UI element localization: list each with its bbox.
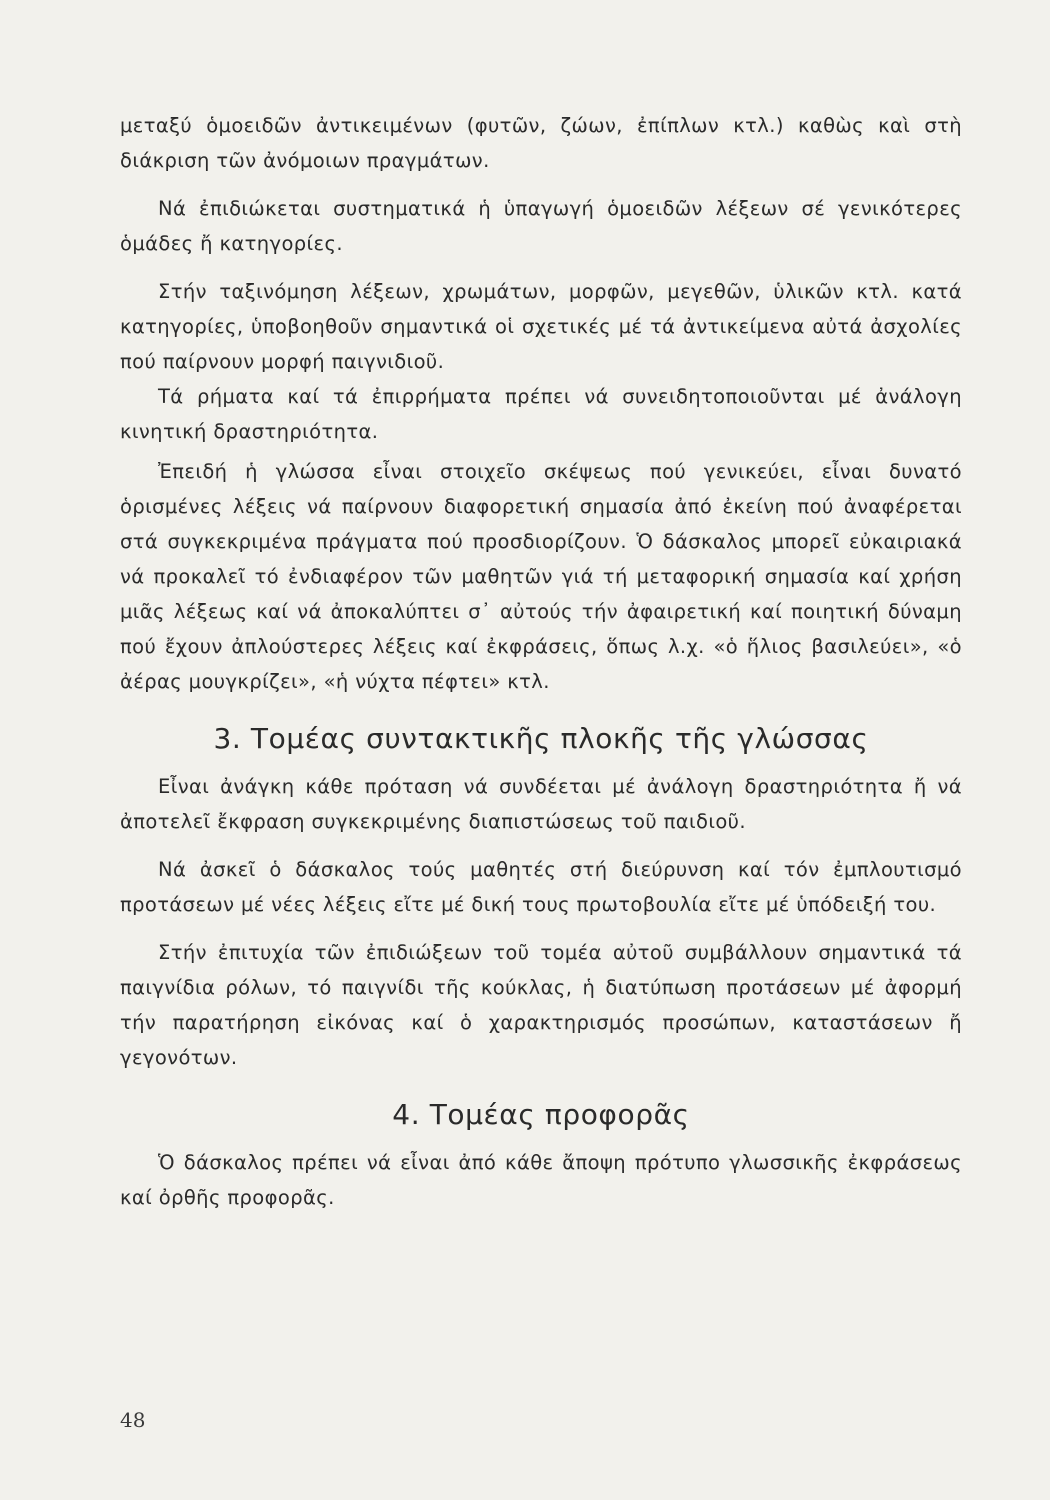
paragraph-verbs: Τά ρήματα καί τά ἐπιρρήματα πρέπει νά συνειδητοποιοῦνται μέ ἀνάλογη κινητική δραστηριότητα. — [120, 385, 962, 443]
section-heading-syntax: 3. Τομέας συντακτικῆς πλοκῆς τῆς γλώσσας — [213, 722, 869, 755]
paragraph-role-games: Στήν ἐπιτυχία τῶν ἐπιδιώξεων τοῦ τομέα αὐτοῦ συμβάλλουν σημαντικά τά παιγνίδια ρόλων, τό παιγνίδι τῆς κούκλας, ἡ διατύπωση προτάσεων μέ ἀφορμή τήν παρατήρηση εἰκόνας καί ὁ χαρακτηρισμός προσώπων, καταστάσεων ἤ γεγονότων. — [120, 941, 962, 1069]
paragraph-sentence-activity: Εἶναι ἀνάγκη κάθε πρόταση νά συνδέεται μέ ἀνάλογη δραστηριότητα ἤ νά ἀποτελεῖ ἔκφραση συγκεκριμένης διαπιστώσεως τοῦ παιδιοῦ. — [120, 775, 962, 833]
page-number: 48 — [120, 1408, 146, 1432]
paragraph-grouping: Νά ἐπιδιώκεται συστηματικά ἡ ὑπαγωγή ὁμοειδῶν λέξεων σέ γενικότερες ὁμάδες ἤ κατηγορίες. — [120, 197, 962, 255]
paragraph-sentence-enrichment: Νά ἀσκεῖ ὁ δάσκαλος τούς μαθητές στή διεύρυνση καί τόν ἐμπλουτισμό προτάσεων μέ νέες λέξεις εἴτε μέ δική τους πρωτοβουλία εἴτε μέ ὑπόδειξή του. — [120, 858, 962, 916]
section-heading-pronunciation: 4. Τομέας προφορᾶς — [392, 1098, 690, 1131]
page-text — [120, 108, 962, 1215]
paragraph-continuation: μεταξύ ὁμοειδῶν ἀντικειμένων (φυτῶν, ζώων, ἐπίπλων κτλ.) καθὼς καὶ στὴ διάκριση τῶν ἀνόμοιων πραγμάτων. — [120, 114, 962, 172]
paragraph-metaphor: Ἐπειδή ἡ γλώσσα εἶναι στοιχεῖο σκέψεως πού γενικεύει, εἶναι δυνατό ὁρισμένες λέξεις νά παίρνουν διαφορετική σημασία ἀπό ἐκείνη πού ἀναφέρεται στά συγκεκριμένα πράγματα πού προσδιορίζουν. Ὁ δάσκαλος μπορεῖ εὐκαιριακά νά προκαλεῖ τό ἐνδιαφέρον τῶν μαθητῶν γιά τή μεταφορική σημασία καί χρήση μιᾶς λέξεως καί νά ἀποκαλύπτει σ᾿ αὐτούς τήν ἀφαιρετική καί ποιητική δύναμη πού ἔχουν ἀπλούστερες λέξεις καί ἐκφράσεις, ὅπως λ.χ. «ὁ ἥλιος βασιλεύει», «ὁ ἀέρας μουγκρίζει», «ἡ νύχτα πέφτει» κτλ. — [120, 460, 962, 693]
paragraph-teacher-model: Ὁ δάσκαλος πρέπει νά εἶναι ἀπό κάθε ἄποψη πρότυπο γλωσσικῆς ἐκφράσεως καί ὀρθῆς προφορᾶς. — [120, 1151, 962, 1209]
paragraph-classification: Στήν ταξινόμηση λέξεων, χρωμάτων, μορφῶν, μεγεθῶν, ὑλικῶν κτλ. κατά κατηγορίες, ὑποβοηθοῦν σημαντικά οἱ σχετικές μέ τά ἀντικείμενα αὐτά ἀσχολίες πού παίρνουν μορφή παιγνιδιοῦ. — [120, 280, 962, 373]
